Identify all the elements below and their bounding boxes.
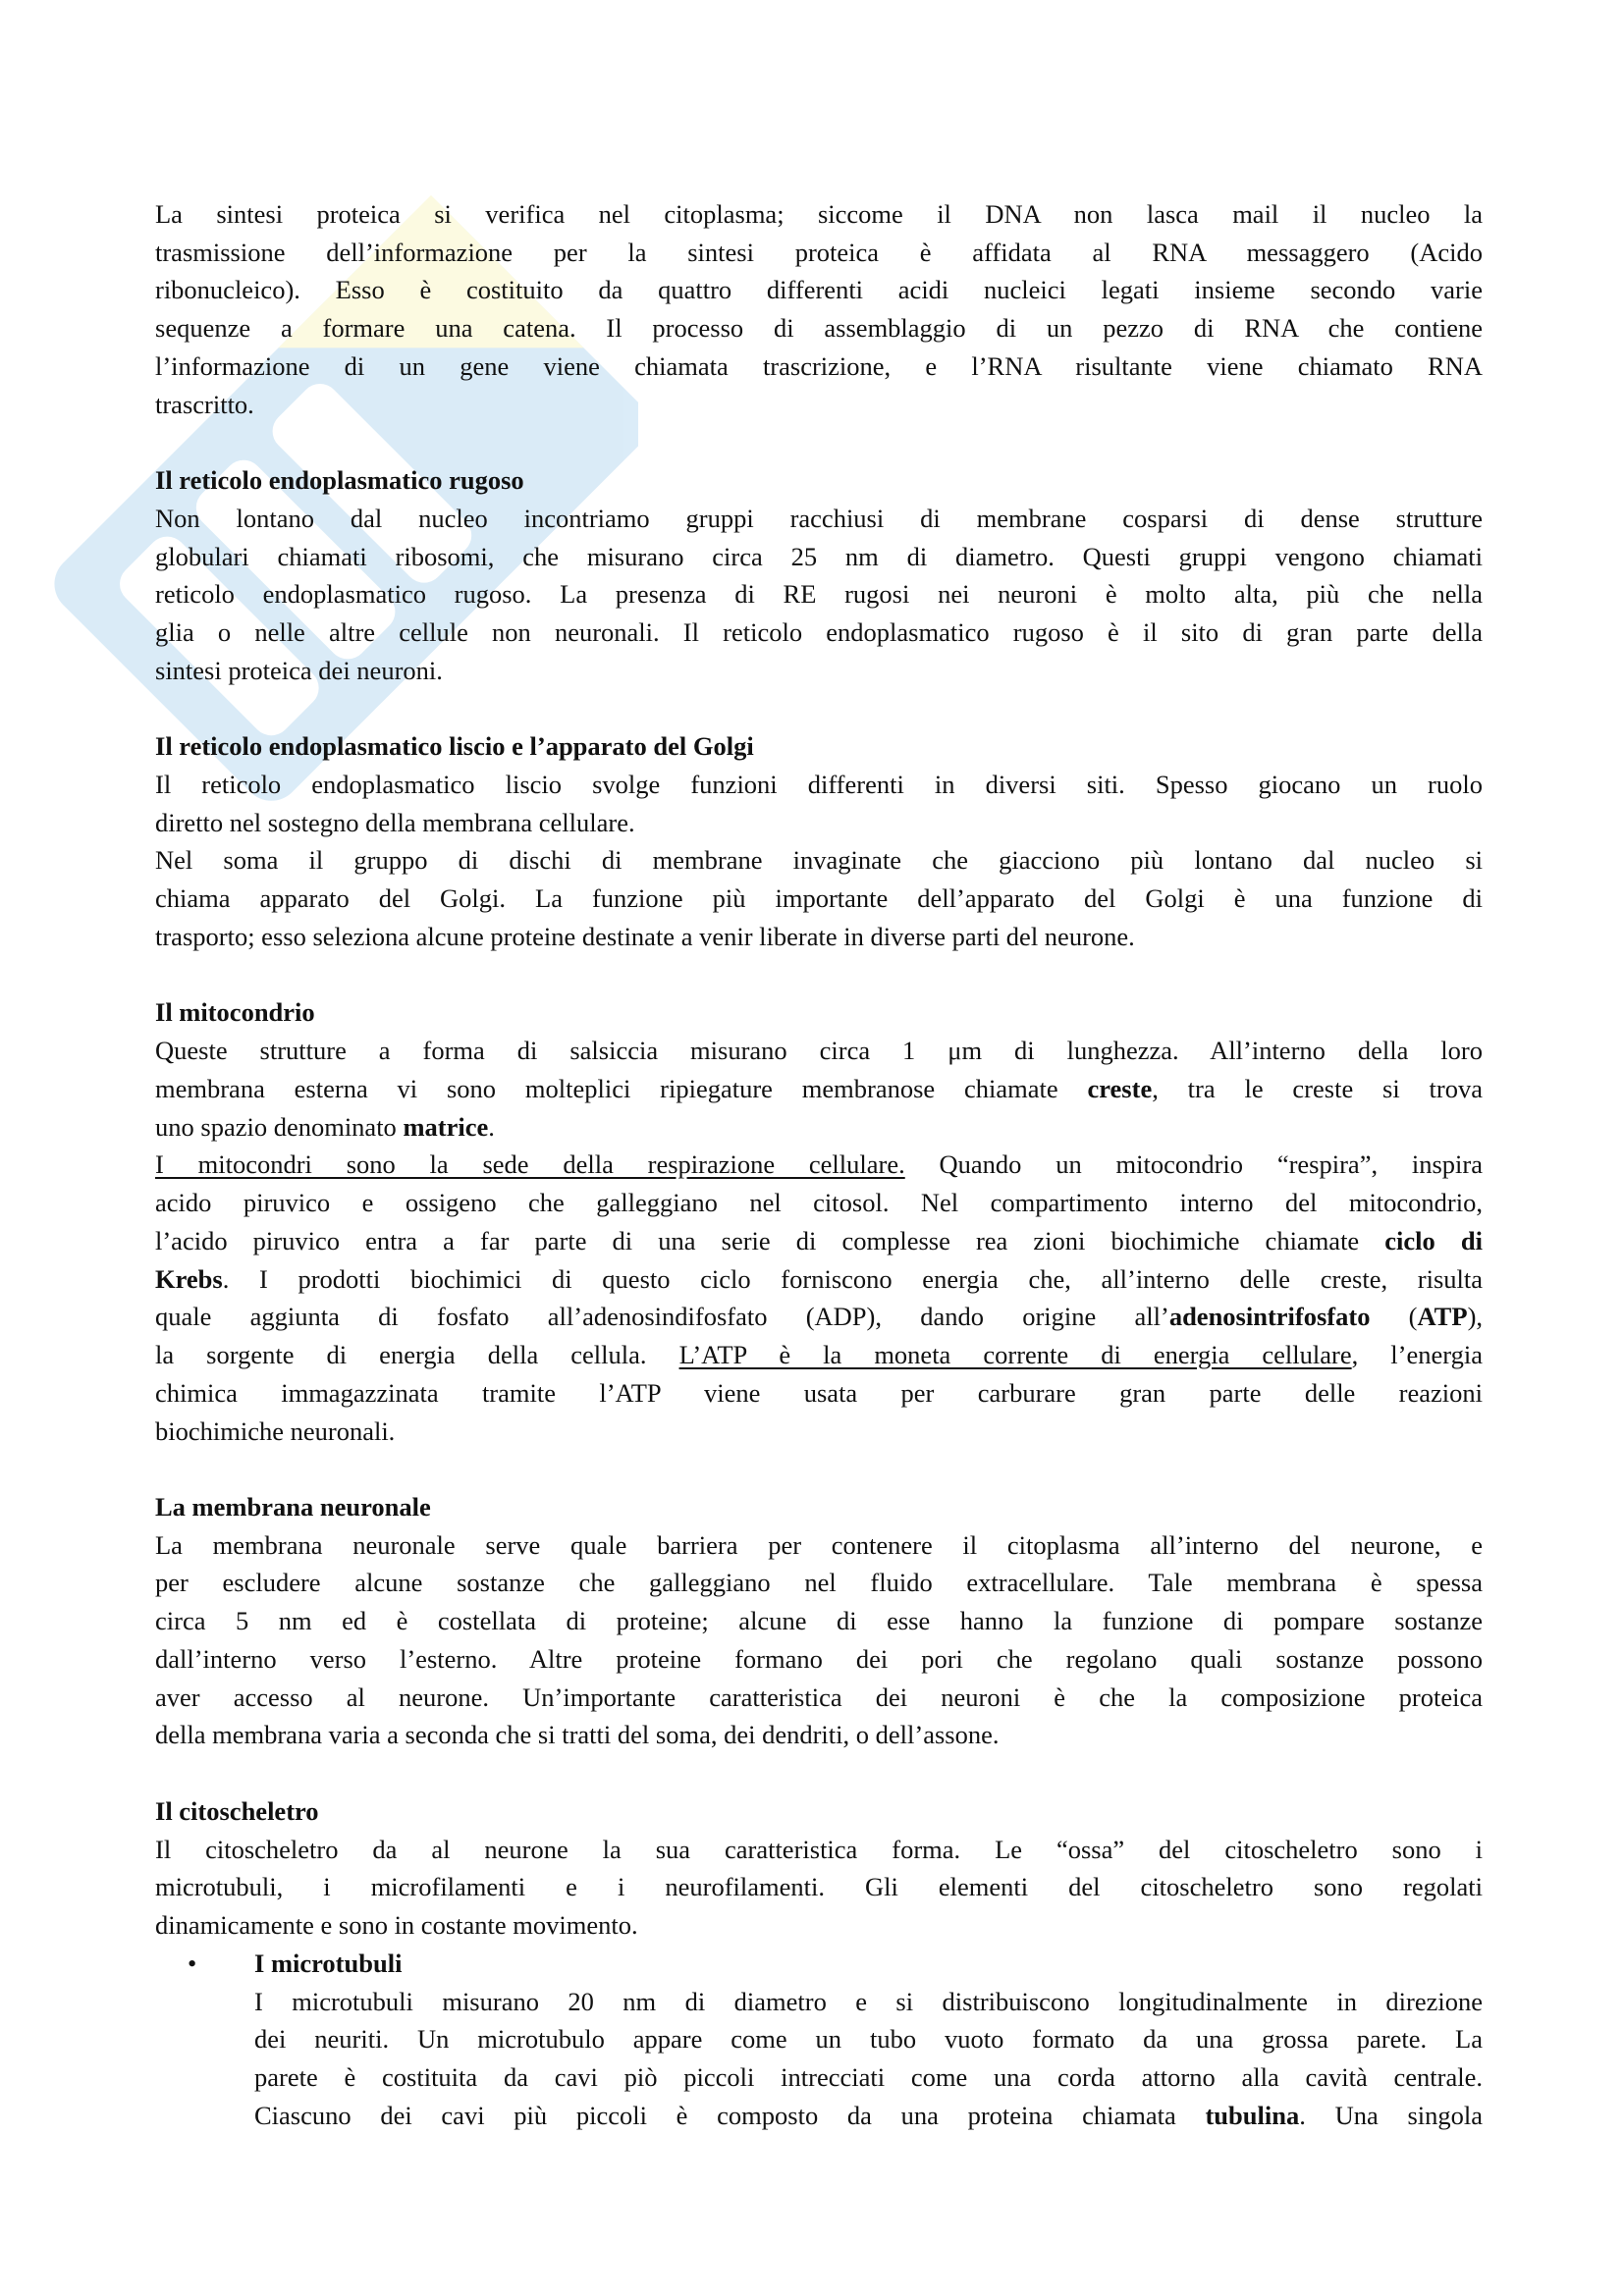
text-line: trascritto. (155, 389, 254, 419)
text-line: microtubuli, i microfilamenti e i neurofilamenti. Gli elementi del citoscheletro sono regolati (155, 1872, 1483, 1902)
bold-term: ciclo di (1384, 1225, 1483, 1255)
text-line: Nel soma il gruppo di dischi di membrane invaginate che giacciono più lontano dal nucleo si (155, 845, 1483, 876)
text-line: La sintesi proteica si verifica nel citoplasma; siccome il DNA non lasca mail il nucleo la (155, 199, 1483, 229)
paragraph (155, 1146, 1483, 1450)
text-line: l’acido piruvico entra a far parte di una serie di complesse rea zioni biochimiche chiamate ciclo di (155, 1225, 1483, 1255)
text-line: globulari chiamati ribosomi, che misurano circa 25 nm di diametro. Questi gruppi vengono chiamati (155, 541, 1483, 571)
text-line: Il reticolo endoplasmatico liscio svolge funzioni differenti in diversi siti. Spesso giocano un ruolo (155, 770, 1483, 800)
text-line: La membrana neuronale serve quale barriera per contenere il citoplasma all’interno del neurone, e (155, 1529, 1483, 1560)
section-heading: Il reticolo endoplasmatico liscio e l’apparato del Golgi (155, 731, 754, 762)
text-line: glia o nelle altre cellule non neuronali. Il reticolo endoplasmatico rugoso è il sito di gran parte della (155, 617, 1483, 648)
blank-line (155, 1754, 1483, 1792)
section-heading: Il reticolo endoplasmatico rugoso (155, 465, 524, 496)
text-line: Il citoscheletro da al neurone la sua caratteristica forma. Le “ossa” del citoscheletro sono i (155, 1834, 1483, 1864)
text-line: biochimiche neuronali. (155, 1415, 396, 1446)
text-line: sequenze a formare una catena. Il processo di assemblaggio di un pezzo di RNA che contiene (155, 313, 1483, 344)
bold-term: Krebs (155, 1263, 223, 1294)
text-line: parete è costituita da cavi piò piccoli intrecciati come una corda attorno alla cavità centrale. (254, 2061, 1483, 2092)
text-line: I microtubuli misurano 20 nm di diametro e si distribuiscono longitudinalmente in direzione (254, 1986, 1483, 2016)
section-heading: Il mitocondrio (155, 997, 315, 1028)
paragraph (155, 841, 1483, 955)
text-line: Queste strutture a forma di salsiccia misurano circa 1 μm di lunghezza. All’interno della loro (155, 1036, 1483, 1066)
text-line: la sorgente di energia della cellula. L’ATP è la moneta corrente di energia cellulare, l’energia (155, 1340, 1483, 1370)
section (155, 423, 1483, 689)
text-line: per escludere alcune sostanze che galleggiano nel fluido extracellulare. Tale membrana è spessa (155, 1568, 1483, 1598)
section (155, 1450, 1483, 1754)
bold-term: adenosintrifosfato (1168, 1302, 1371, 1332)
paragraph (155, 766, 1483, 841)
text-line: ribonucleico). Esso è costituito da quattro differenti acidi nucleici legati insieme secondo varie (155, 275, 1483, 305)
blank-line (155, 956, 1483, 994)
bold-term: matrice (403, 1111, 489, 1142)
text-line: circa 5 nm ed è costellata di proteine; alcune di esse hanno la funzione di pompare sostanze (155, 1606, 1483, 1636)
text-line: chiama apparato del Golgi. La funzione più importante dell’apparato del Golgi è una funzione di (155, 883, 1483, 914)
text-line: aver accesso al neurone. Un’importante caratteristica dei neuroni è che la composizione proteica (155, 1682, 1483, 1712)
text-line: Krebs. I prodotti biochimici di questo ciclo forniscono energia che, all’interno delle creste, risulta (155, 1263, 1483, 1294)
text-line: acido piruvico e ossigeno che galleggiano nel citosol. Nel compartimento interno del mitocondrio, (155, 1188, 1483, 1218)
text-line: trasporto; esso seleziona alcune proteine destinate a venir liberate in diverse parti del neurone. (155, 921, 1135, 951)
bold-term: ATP (1417, 1302, 1468, 1332)
text-line: della membrana varia a seconda che si tratti del soma, dei dendriti, o dell’assone. (155, 1720, 1000, 1750)
bullet-icon: • (188, 1948, 197, 1978)
paragraph (155, 500, 1483, 690)
underlined-text: L’ATP è la moneta corrente di energia cellulare (678, 1340, 1352, 1370)
text-line: membrana esterna vi sono molteplici ripiegature membranose chiamate creste, tra le creste si trova (155, 1073, 1484, 1103)
blank-line (155, 423, 1483, 461)
paragraph (155, 195, 1483, 423)
text-line: I mitocondri sono la sede della respirazione cellulare. Quando un mitocondrio “respira”, inspira (155, 1149, 1483, 1180)
text-line: quale aggiunta di fosfato all’adenosindifosfato (ADP), dando origine all’adenosintrifosfato (ATP), (155, 1302, 1484, 1332)
text-line: dall’interno verso l’esterno. Altre proteine formano dei pori che regolano quali sostanze possono (155, 1643, 1483, 1674)
bold-term: tubulina (1205, 2100, 1300, 2130)
bold-term: creste (1087, 1073, 1153, 1103)
text-line: sintesi proteica dei neuroni. (155, 655, 443, 685)
text-line: dei neuriti. Un microtubulo appare come un tubo vuoto formato da una grossa parete. La (254, 2024, 1483, 2055)
section (155, 195, 1483, 423)
paragraph (155, 1831, 1483, 1945)
paragraph (155, 1526, 1483, 1754)
paragraph (155, 1032, 1483, 1146)
underlined-text: I mitocondri sono la sede della respirazione cellulare. (155, 1149, 905, 1180)
blank-line (155, 1450, 1483, 1488)
text-line: dinamicamente e sono in costante movimento. (155, 1910, 638, 1941)
text-line: l’informazione di un gene viene chiamata trascrizione, e l’RNA risultante viene chiamato RNA (155, 350, 1483, 381)
section-heading: La membrana neuronale (155, 1491, 431, 1522)
text-line: Ciascuno dei cavi più piccoli è composto da una proteina chiamata tubulina. Una singola (254, 2100, 1483, 2130)
section-heading: Il citoscheletro (155, 1795, 319, 1826)
section (155, 956, 1483, 1451)
text-line: reticolo endoplasmatico rugoso. La presenza di RE rugosi nei neuroni è molto alta, più che nella (155, 579, 1483, 610)
section (155, 1754, 1483, 2134)
bullet-title-text: I microtubuli (254, 1948, 403, 1978)
text-line: Non lontano dal nucleo incontriamo gruppi racchiusi di membrane cosparsi di dense strutture (155, 503, 1483, 533)
text-line: diretto nel sostegno della membrana cellulare. (155, 807, 635, 837)
bullet-item (155, 1945, 1483, 2135)
bullet-title (188, 1945, 1483, 1983)
text-line: trasmissione dell’informazione per la sintesi proteica è affidata al RNA messaggero (Acido (155, 237, 1483, 267)
document-body (155, 195, 1483, 2134)
blank-line (155, 690, 1483, 728)
text-line: chimica immagazzinata tramite l’ATP viene usata per carburare gran parte delle reazioni (155, 1377, 1483, 1408)
section (155, 690, 1483, 956)
text-line: uno spazio denominato matrice. (155, 1111, 495, 1142)
